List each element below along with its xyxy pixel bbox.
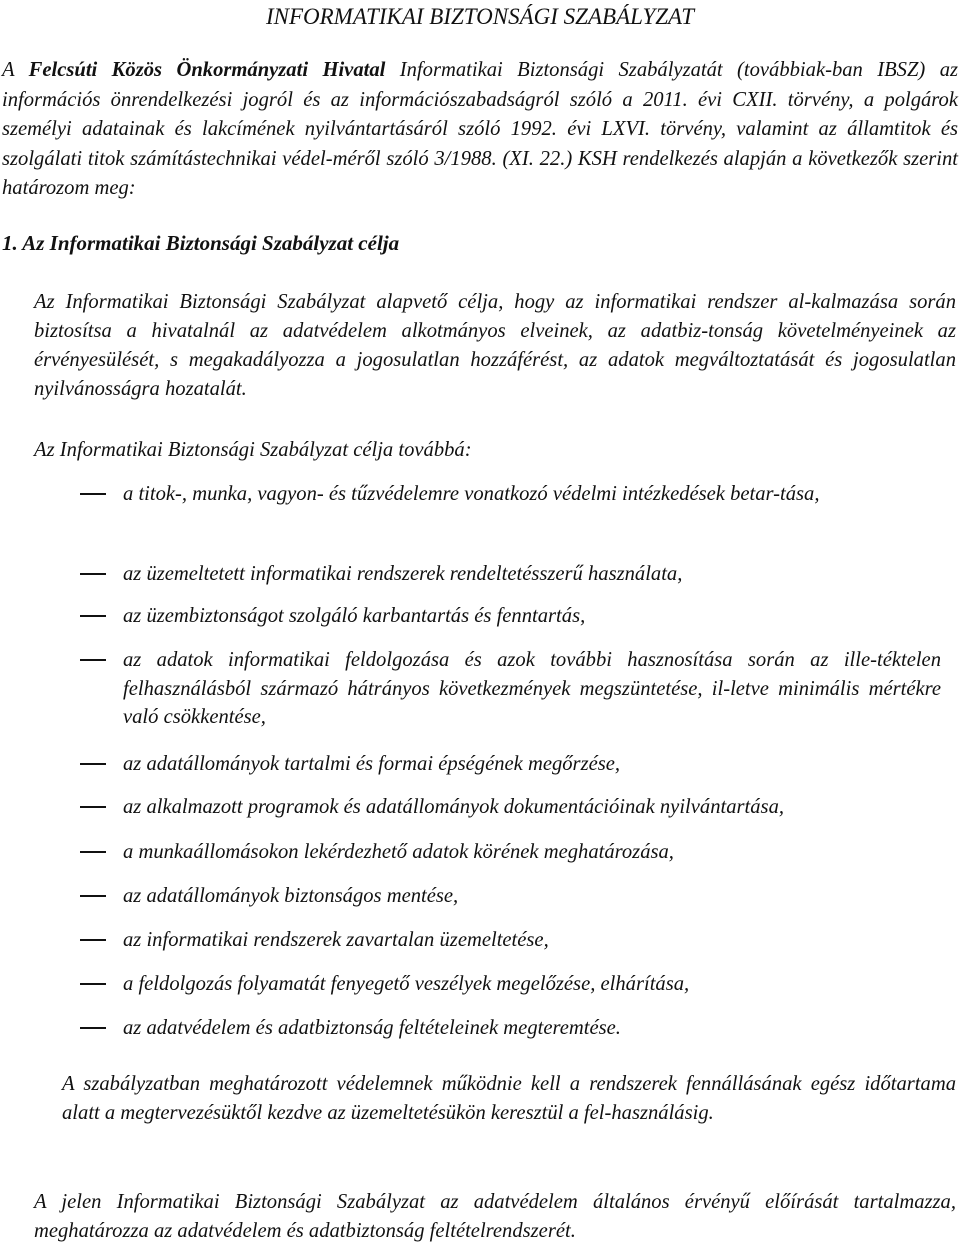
dash-bullet bbox=[80, 573, 106, 575]
intro-text: Informatikai Biztonsági Szabályzatát (továbbiak-ban IBSZ) az információs önrendelkezési jogról és az információszabadságról szóló a 2011. évi CXII. törvény, a polgárok személyi adatainak és lakcímének nyilvántartásáról szóló 1992. évi LXVI. törvény, valamint az államtitok és szolgálati titok számítástechnikai védel-méről szóló 3/1988. (XI. 22.) KSH rendelkezés alapján a következők szerint határozom meg: bbox=[2, 59, 959, 200]
dash-bullet bbox=[80, 983, 106, 985]
list-item-text: az üzemeltetett informatikai rendszerek rendeltetésszerű használata, bbox=[123, 563, 683, 585]
list-item-text: a feldolgozás folyamatát fenyegető veszélyek megelőzése, elhárítása, bbox=[123, 973, 690, 995]
list-item-text: az üzembiztonságot szolgáló karbantartás és fenntartás, bbox=[123, 605, 586, 627]
list-item-text: az alkalmazott programok és adatállományok dokumentációinak nyilvántartása, bbox=[123, 796, 785, 818]
purpose-continued-paragraph: Az Informatikai Biztonsági Szabályzat célja továbbá: bbox=[34, 439, 472, 461]
dash-bullet bbox=[80, 615, 106, 617]
dash-bullet bbox=[80, 806, 106, 808]
list-item-text: az adatok informatikai feldolgozása és azok további hasznosítása során az ille-téktelen felhasználásból származó hátrányos következmények megszüntetése, il-letve minimális mértékre való csökkentése, bbox=[123, 649, 941, 728]
list-item-text: a munkaállomásokon lekérdezhető adatok körének meghatározása, bbox=[123, 841, 674, 863]
dash-bullet bbox=[80, 493, 106, 495]
list-item-text: az adatállományok biztonságos mentése, bbox=[123, 885, 459, 907]
dash-bullet bbox=[80, 939, 106, 941]
list-item-text: az adatvédelem és adatbiztonság feltételeinek megteremtése. bbox=[123, 1017, 621, 1039]
dash-bullet bbox=[80, 895, 106, 897]
dash-bullet bbox=[80, 1027, 106, 1029]
purpose-paragraph: Az Informatikai Biztonsági Szabályzat alapvető célja, hogy az informatikai rendszer al-kalmazása során biztosítsa a hivatalnál az adatvédelem alkotmányos elveinek, az adatbiz-tonság követelményeinek az érvényesülését, s megakadályozza a jogosulatlan hozzáférést, az adatok megváltoztatását és jogosulatlan nyilvánosságra hozatalát. bbox=[34, 291, 956, 400]
document-title: INFORMATIKAI BIZTONSÁGI SZABÁLYZAT bbox=[265, 4, 695, 29]
dash-bullet bbox=[80, 851, 106, 853]
section-heading: 1. Az Informatikai Biztonsági Szabályzat célja bbox=[2, 231, 400, 255]
dash-bullet bbox=[80, 659, 106, 661]
intro-prefix: A bbox=[2, 59, 29, 81]
intro-paragraph bbox=[2, 56, 958, 204]
dash-bullet bbox=[80, 763, 106, 765]
scope-paragraph: A jelen Informatikai Biztonsági Szabályzat az adatvédelem általános érvényű előírását tartalmazza, meghatározza az adatvédelem és adatbiztonság feltételrendszerét. bbox=[34, 1191, 956, 1242]
organization-name: Felcsúti Közös Önkormányzati Hivatal bbox=[28, 59, 386, 81]
list-item-text: a titok-, munka, vagyon- és tűzvédelemre vonatkozó védelmi intézkedések betar-tása, bbox=[123, 483, 820, 505]
list-item-text: az adatállományok tartalmi és formai épségének megőrzése, bbox=[123, 753, 621, 775]
protection-duration-paragraph: A szabályzatban meghatározott védelemnek működnie kell a rendszerek fennállásának egész időtartama alatt a megtervezésüktől kezdve az üzemeltetésükön keresztül a fel-használásig. bbox=[62, 1073, 956, 1124]
list-item-text: az informatikai rendszerek zavartalan üzemeltetése, bbox=[123, 929, 549, 951]
